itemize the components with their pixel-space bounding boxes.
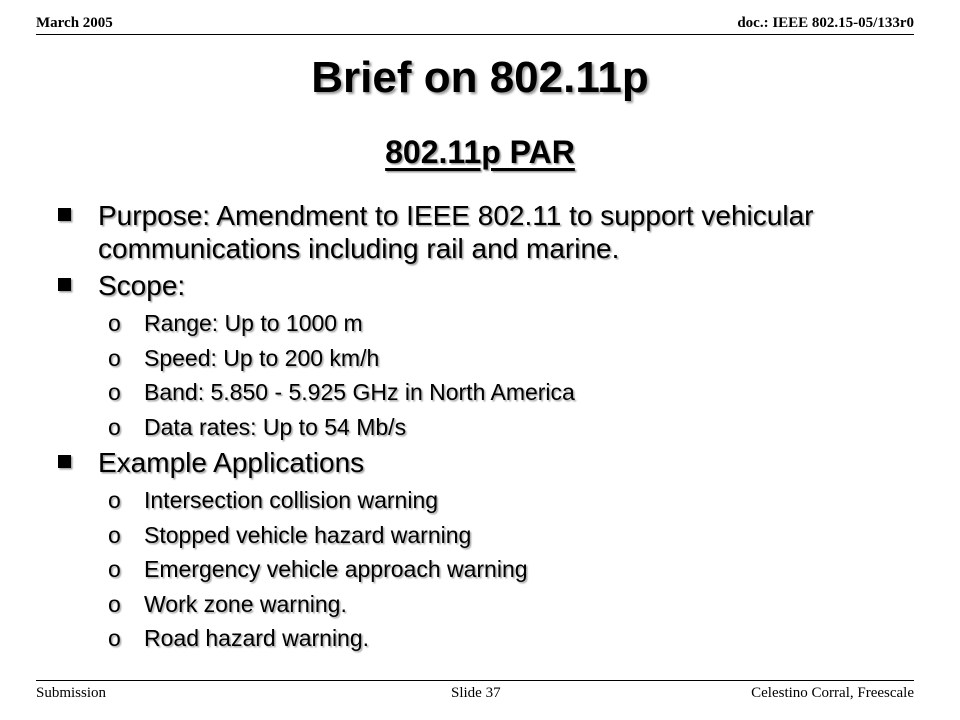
sub-bullet-text: Range: Up to 1000 m (144, 310, 363, 336)
applications-sub-list-wrapper (58, 483, 918, 656)
sub-bullet-intersection (58, 483, 918, 518)
sub-bullet-text: Band: 5.850 - 5.925 GHz in North America (144, 379, 575, 405)
header-doc-id: doc.: IEEE 802.15-05/133r0 (737, 15, 914, 31)
bullet-scope (58, 269, 918, 302)
scope-sub-list (58, 306, 918, 444)
sub-bullet-text: Data rates: Up to 54 Mb/s (144, 413, 407, 440)
circle-bullet-icon: o (108, 379, 121, 405)
sub-bullet-text: Road hazard warning. (144, 625, 370, 651)
circle-bullet-icon: o (108, 310, 121, 336)
bullet-purpose (58, 199, 918, 265)
sub-bullet-text: Emergency vehicle approach warning (144, 556, 528, 582)
footer-submission: Submission (36, 685, 107, 701)
circle-bullet-icon: o (108, 487, 121, 513)
sub-bullet-text: Stopped vehicle hazard warning (144, 521, 472, 548)
sub-bullet-emergency-vehicle (58, 552, 918, 587)
footer-author: Celestino Corral, Freescale (751, 685, 914, 701)
bullet-text: Purpose: Amendment to IEEE 802.11 to support vehicular communications including rail and marine. (98, 200, 814, 264)
sub-bullet-text: Work zone warning. (144, 590, 347, 617)
square-bullet-icon (58, 455, 71, 468)
sub-bullet-range (58, 306, 918, 341)
slide-title: Brief on 802.11p (311, 53, 649, 102)
sub-bullet-band (58, 375, 918, 410)
sub-bullet-text: Intersection collision warning (144, 487, 439, 513)
square-bullet-icon (58, 278, 71, 291)
bullet-list (58, 199, 918, 656)
circle-bullet-icon: o (108, 625, 121, 651)
scope-sub-list-wrapper (58, 306, 918, 444)
circle-bullet-icon: o (108, 590, 121, 617)
bullet-example-applications (58, 446, 918, 479)
bullet-text: Scope: (98, 270, 186, 301)
sub-bullet-work-zone (58, 587, 918, 622)
slide-subtitle: 802.11p PAR (385, 134, 575, 170)
sub-bullet-speed (58, 341, 918, 376)
circle-bullet-icon: o (108, 556, 121, 582)
circle-bullet-icon: o (108, 413, 121, 440)
header-date: March 2005 (36, 15, 113, 31)
footer-divider (36, 680, 914, 681)
header-divider (36, 34, 914, 35)
circle-bullet-icon: o (108, 521, 121, 548)
bullet-text: Example Applications (98, 447, 365, 478)
square-bullet-icon (58, 208, 71, 221)
sub-bullet-data-rates (58, 410, 918, 445)
applications-sub-list (58, 483, 918, 656)
sub-bullet-stopped-vehicle (58, 518, 918, 553)
footer-slide-number: Slide 37 (451, 685, 501, 701)
sub-bullet-text: Speed: Up to 200 km/h (144, 344, 380, 371)
circle-bullet-icon: o (108, 344, 121, 371)
sub-bullet-road-hazard (58, 621, 918, 656)
